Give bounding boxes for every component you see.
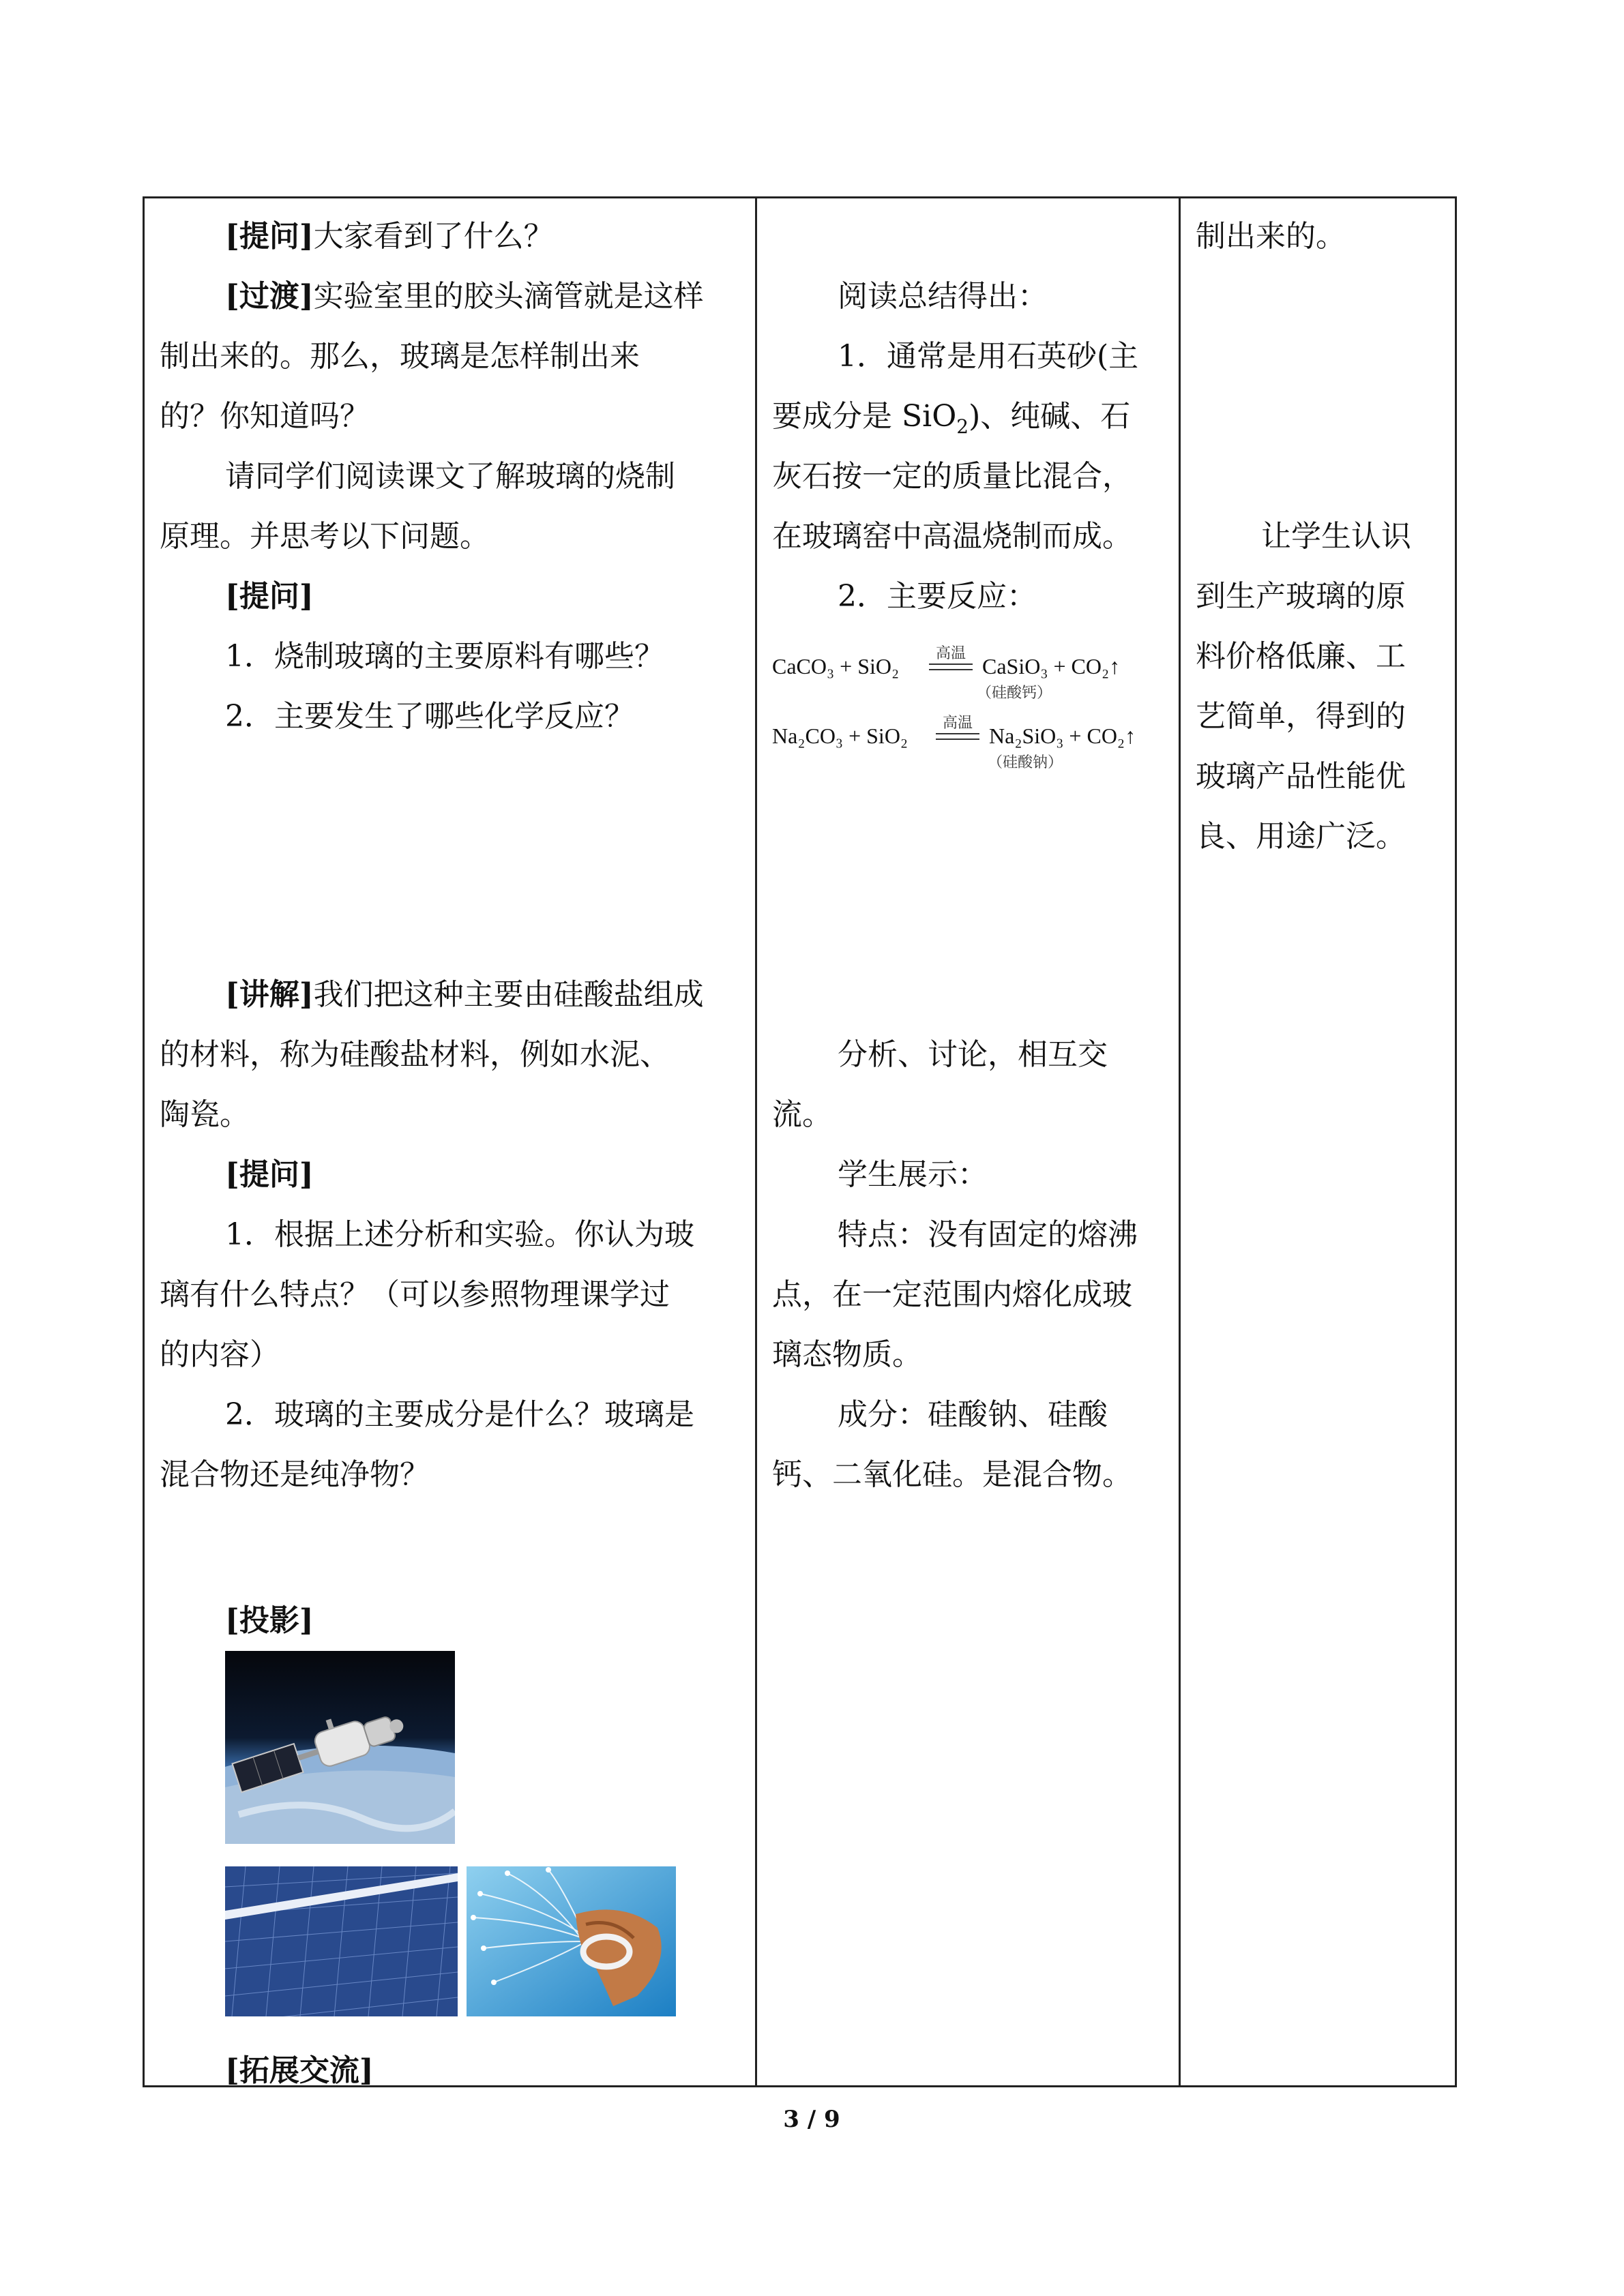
text-line: 到生产玻璃的原 [1196,579,1406,614]
solar-panel-image [225,1866,458,2016]
text-line: 2．主要反应： [838,579,1037,614]
text-line: 灰石按一定的质量比混合， [772,459,1132,494]
text-line: 学生展示： [838,1157,988,1192]
text-line: 1．通常是用石英砂(主 [838,339,1139,374]
question-line: [提问]大家看到了什么？ [225,219,554,254]
projection-tag: [投影] [225,1603,314,1638]
page-number: 3 / 9 [783,2106,840,2133]
transition-line: [过渡]实验室里的胶头滴管就是这样 [225,279,704,314]
text-line: 分析、讨论，相互交 [838,1037,1108,1072]
text-line: 玻璃产品性能优 [1196,759,1406,794]
question-tag: [提问] [225,1157,314,1192]
text-line: 制出来的。那么，玻璃是怎样制出来 [160,339,640,374]
text-line: 要成分是 SiO$_2$)、纯碱、石 [772,399,1131,438]
explain-line: [讲解]我们把这种主要由硅酸盐组成 [225,977,704,1012]
text-line: 点，在一定范围内熔化成玻 [772,1277,1132,1312]
text-line: 在玻璃窑中高温烧制而成。 [772,519,1132,554]
text-line: 良、用途广泛。 [1196,819,1406,854]
space-station-image [225,1651,455,1844]
text-line: 混合物还是纯净物？ [160,1457,430,1492]
text-line: 璃有什么特点？（可以参照物理课学过 [160,1277,670,1312]
lesson-table [143,196,1457,2087]
equals-sign [929,669,973,670]
student-column: 阅读总结得出： 1．通常是用石英砂(主 要成分是 SiO$_2$)、纯碱、石 灰石按一定的质量比混合， 在玻璃窑中高温烧制而成。 2．主要反应： CaCO₃ + SiO₂ 高温 CaSiO₃ + CO₂↑ （硅酸钙） Na₂CO₃ + SiO₂ 高温 Na₂SiO₃ + CO₂↑ （硅酸钠） 分析、讨论，相互交 流。 学生展示： 特点：没有固定的熔沸 点，在一定范围内熔化成玻 璃态物质。 成分：硅酸钠、硅酸 钙、二氧化硅。是混合物。 [757,198,1181,2085]
text-line: 制出来的。 [1196,219,1346,254]
equals-sign [929,664,973,665]
question-item: 2．玻璃的主要成分是什么？玻璃是 [225,1397,694,1432]
text-line: 流。 [772,1097,832,1132]
intent-column [1181,198,1455,2085]
question-item: 2．主要发生了哪些化学反应？ [225,699,634,734]
question-tag: [提问] [225,579,314,614]
text-line: 的材料，称为硅酸盐材料，例如水泥、 [160,1037,670,1072]
text-line: 璃态物质。 [772,1337,922,1372]
text-line: 阅读总结得出： [838,279,1048,314]
equals-sign [936,739,979,740]
text-line: 料价格低廉、工 [1196,639,1406,674]
optical-fiber-image [467,1866,676,2016]
teacher-column [145,198,757,2088]
text-line: 钙、二氧化硅。是混合物。 [772,1457,1132,1492]
text-line: 艺简单，得到的 [1196,699,1406,734]
text-line: 的？你知道吗？ [160,399,370,434]
text-line: 成分：硅酸钠、硅酸 [838,1397,1108,1432]
question-item: 1．烧制玻璃的主要原料有哪些？ [225,639,664,674]
text-line: 原理。并思考以下问题。 [160,519,490,554]
text-line: 请同学们阅读课文了解玻璃的烧制 [225,459,675,494]
text-line: 特点：没有固定的熔沸 [838,1217,1138,1252]
equals-sign [936,733,979,734]
text-line: 的内容） [160,1337,280,1372]
question-item: 1．根据上述分析和实验。你认为玻 [225,1217,694,1252]
text-line: 让学生认识 [1261,519,1411,554]
text-line: 陶瓷。 [160,1097,250,1132]
extension-tag: [拓展交流] [225,2053,374,2088]
